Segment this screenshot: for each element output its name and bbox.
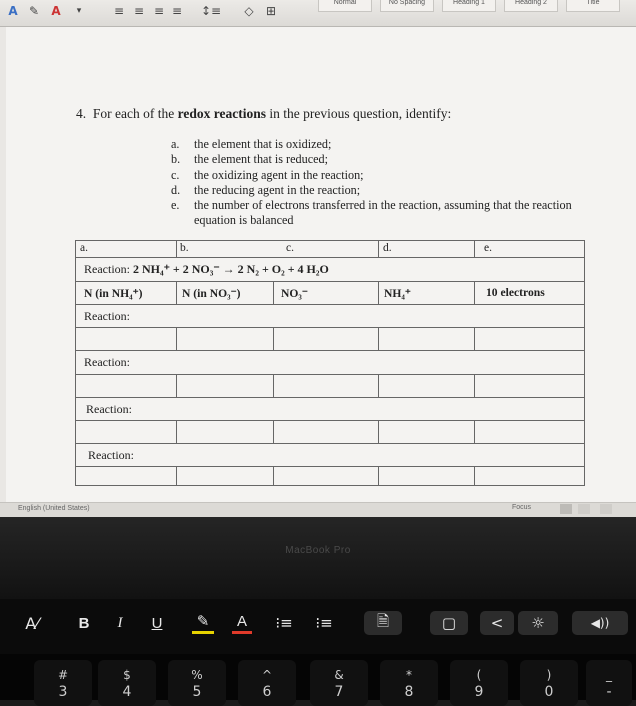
print-layout-icon[interactable] xyxy=(560,504,572,514)
style-heading-1[interactable]: Heading 1 xyxy=(442,0,496,12)
key-minus[interactable]: _ - xyxy=(586,660,632,706)
touch-bar xyxy=(0,599,636,654)
laptop-bezel xyxy=(0,517,636,599)
question-bold: redox reactions xyxy=(177,106,266,121)
divider xyxy=(176,467,177,485)
answer-row[interactable] xyxy=(75,374,585,397)
divider xyxy=(474,467,475,485)
key-5[interactable]: % 5 xyxy=(168,660,226,706)
chevron-down-icon[interactable]: ▾ xyxy=(76,6,82,16)
divider xyxy=(176,282,177,304)
key-7[interactable]: & 7 xyxy=(310,660,368,706)
web-layout-icon[interactable] xyxy=(578,504,590,514)
keyboard-row xyxy=(0,654,636,700)
divider xyxy=(273,282,274,304)
answer-electrons[interactable]: 10 electrons xyxy=(486,286,545,299)
table-bottom-border xyxy=(75,485,585,486)
list-item: e. the number of electrons transferred in the reaction, assuming that the reaction equation is balanced xyxy=(171,198,572,228)
numbering-icon[interactable]: ⁝≡ xyxy=(315,614,333,632)
italic-button[interactable]: I xyxy=(117,614,123,631)
divider xyxy=(474,241,475,257)
answer-row[interactable] xyxy=(75,281,585,304)
bullets-icon[interactable]: ⁝≡ xyxy=(275,614,293,632)
list-item: c. the oxidizing agent in the reaction; xyxy=(171,167,364,182)
question-text xyxy=(76,106,451,122)
reaction-label: Reaction: xyxy=(84,309,130,323)
document-page[interactable] xyxy=(6,27,636,502)
answer-oxidizing-agent[interactable]: NO₃⁻ xyxy=(281,287,308,300)
header-b: b. xyxy=(180,242,189,254)
brightness-icon[interactable]: ☼ xyxy=(518,611,558,635)
key-0[interactable]: ) 0 xyxy=(520,660,578,706)
answer-row[interactable] xyxy=(75,420,585,443)
status-bar xyxy=(0,502,636,517)
list-item: a. the element that is oxidized; xyxy=(171,137,332,151)
divider xyxy=(474,282,475,304)
style-normal[interactable]: Normal xyxy=(318,0,372,12)
divider xyxy=(176,328,177,350)
question-pre: For each of the xyxy=(92,106,175,121)
divider xyxy=(273,467,274,485)
divider xyxy=(273,328,274,350)
key-8[interactable]: * 8 xyxy=(380,660,438,706)
divider xyxy=(378,241,379,257)
brand-label: MacBook Pro xyxy=(285,545,351,556)
divider xyxy=(378,282,379,304)
divider xyxy=(378,421,379,443)
list-item: b. the element that is reduced; xyxy=(171,152,329,167)
reaction-label: Reaction: xyxy=(84,262,130,276)
reaction-row[interactable] xyxy=(75,350,585,374)
justify-icon[interactable]: ≡ xyxy=(171,4,183,18)
divider xyxy=(176,241,177,257)
divider xyxy=(176,375,177,397)
divider xyxy=(474,421,475,443)
align-center-icon[interactable]: ≡ xyxy=(133,4,145,18)
divider xyxy=(474,328,475,350)
reaction-label: Reaction: xyxy=(88,448,134,462)
align-right-icon[interactable]: ≡ xyxy=(153,4,165,18)
header-a: a. xyxy=(80,242,88,254)
sub-item-list xyxy=(171,137,581,229)
reaction-equation: 2 NH₄⁺ + 2 NO₃⁻ → 2 N₂ + O₂ + 4 H₂O xyxy=(132,262,329,276)
shading-icon[interactable]: ◇ xyxy=(244,4,254,18)
font-color-button[interactable]: A xyxy=(232,611,252,634)
divider xyxy=(176,421,177,443)
highlight-icon[interactable]: ✎ xyxy=(28,4,40,18)
word-ribbon xyxy=(0,0,636,27)
focus-button[interactable]: Focus xyxy=(512,504,532,511)
font-color-icon[interactable]: A xyxy=(8,4,18,18)
header-c: c. xyxy=(286,242,294,254)
redox-table xyxy=(75,240,585,486)
reaction-label: Reaction: xyxy=(86,402,132,416)
divider xyxy=(273,421,274,443)
style-heading-2[interactable]: Heading 2 xyxy=(504,0,558,12)
divider xyxy=(378,328,379,350)
answer-reducing-agent[interactable]: NH₄⁺ xyxy=(384,287,411,300)
style-no-spacing[interactable]: No Spacing xyxy=(380,0,434,12)
divider xyxy=(378,467,379,485)
answer-reduced[interactable]: N (in NO₃⁻) xyxy=(182,287,241,300)
reaction-row[interactable] xyxy=(75,397,585,420)
font-style-icon[interactable]: A⁄ xyxy=(25,613,39,633)
align-left-icon[interactable]: ≡ xyxy=(113,4,125,18)
key-6[interactable]: ^ 6 xyxy=(238,660,296,706)
document-area xyxy=(0,27,636,502)
answer-oxidized[interactable]: N (in NH₄⁺) xyxy=(84,287,143,300)
answer-row[interactable] xyxy=(75,327,585,350)
language-indicator[interactable]: English (United States) xyxy=(18,505,90,512)
header-d: d. xyxy=(383,242,392,254)
list-item: d. the reducing agent in the reaction; xyxy=(171,182,361,197)
divider xyxy=(273,375,274,397)
question-post: in the previous question, identify: xyxy=(269,106,452,121)
highlight-color-icon[interactable]: ✎ xyxy=(192,611,214,634)
key-4[interactable]: $ 4 xyxy=(98,660,156,706)
styles-icon[interactable]: 🗎 xyxy=(364,611,402,635)
borders-icon[interactable]: ⊞ xyxy=(265,4,277,18)
text-color-icon[interactable]: A xyxy=(51,4,61,18)
table-header-row xyxy=(75,240,585,257)
reaction-equation-cell xyxy=(84,262,329,277)
reaction-label: Reaction: xyxy=(84,355,130,369)
line-spacing-icon[interactable]: ↕≡ xyxy=(200,4,222,18)
underline-button[interactable]: U xyxy=(151,614,163,632)
answer-row[interactable] xyxy=(75,466,585,485)
reaction-row[interactable] xyxy=(75,443,585,466)
zoom-icon[interactable] xyxy=(600,504,612,514)
header-e: e. xyxy=(484,242,492,254)
window-icon[interactable]: ▢ xyxy=(430,611,468,635)
bold-button[interactable]: B xyxy=(78,614,90,632)
volume-icon[interactable]: ◀)) xyxy=(572,611,628,635)
reaction-row[interactable] xyxy=(75,257,585,281)
divider xyxy=(474,375,475,397)
reaction-row[interactable] xyxy=(75,304,585,327)
divider xyxy=(378,375,379,397)
key-3[interactable]: # 3 xyxy=(34,660,92,706)
back-button[interactable]: < xyxy=(480,611,514,635)
style-title[interactable]: Title xyxy=(566,0,620,12)
question-number: 4. xyxy=(76,106,87,121)
key-9[interactable]: ( 9 xyxy=(450,660,508,706)
